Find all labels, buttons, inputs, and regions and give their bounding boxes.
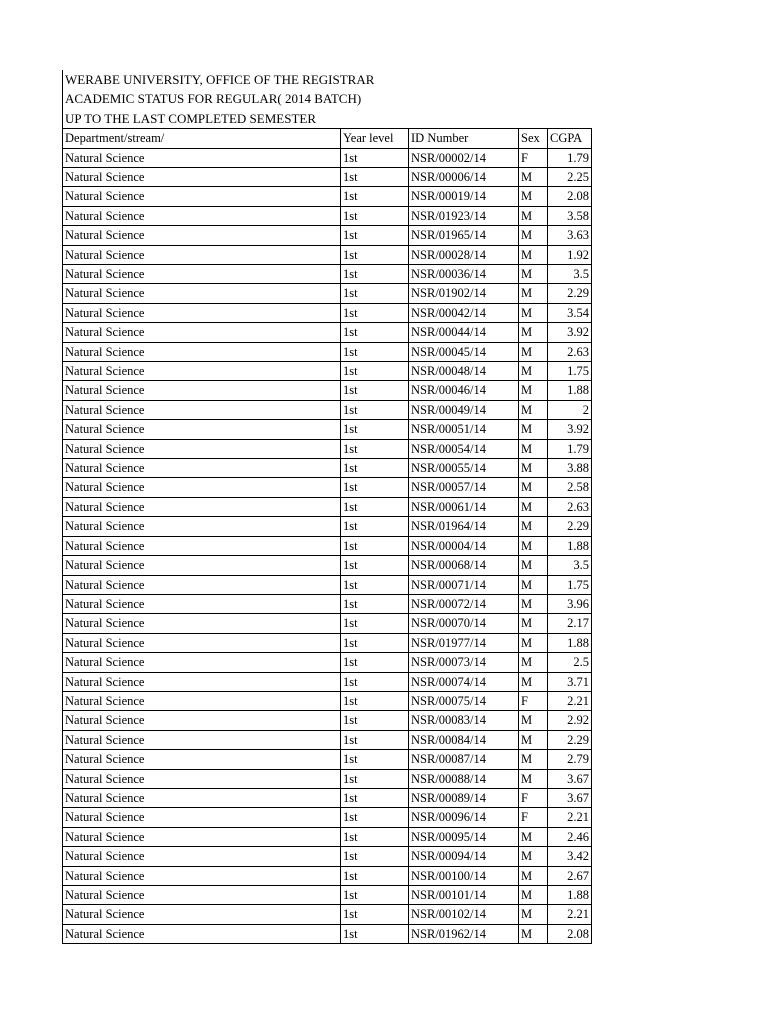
- header-year-level: Year level: [341, 129, 409, 148]
- header-sex: Sex: [519, 129, 548, 148]
- cell-cgpa: 3.92: [548, 323, 592, 342]
- academic-status-table: [62, 128, 592, 944]
- cell-cgpa: 3.5: [548, 556, 592, 575]
- cell-department: Natural Science: [63, 381, 341, 400]
- cell-department: Natural Science: [63, 226, 341, 245]
- cell-department: Natural Science: [63, 672, 341, 691]
- registrar-sheet: [62, 70, 591, 944]
- cell-cgpa: 1.75: [548, 575, 592, 594]
- cell-department: Natural Science: [63, 691, 341, 710]
- cell-department: Natural Science: [63, 362, 341, 381]
- cell-id-number: NSR/00101/14: [409, 886, 519, 905]
- cell-department: Natural Science: [63, 711, 341, 730]
- cell-cgpa: 1.88: [548, 633, 592, 652]
- cell-department: Natural Science: [63, 148, 341, 167]
- cell-sex: M: [519, 556, 548, 575]
- cell-sex: M: [519, 265, 548, 284]
- cell-sex: M: [519, 362, 548, 381]
- cell-year-level: 1st: [341, 750, 409, 769]
- cell-year-level: 1st: [341, 459, 409, 478]
- table-row: [63, 187, 592, 206]
- table-row: [63, 517, 592, 536]
- table-row: [63, 536, 592, 555]
- table-row: [63, 808, 592, 827]
- cell-department: Natural Science: [63, 342, 341, 361]
- cell-cgpa: 2.29: [548, 517, 592, 536]
- cell-id-number: NSR/00049/14: [409, 400, 519, 419]
- table-row: [63, 400, 592, 419]
- table-row: [63, 206, 592, 225]
- cell-department: Natural Science: [63, 439, 341, 458]
- cell-id-number: NSR/00100/14: [409, 866, 519, 885]
- cell-sex: M: [519, 187, 548, 206]
- cell-id-number: NSR/00075/14: [409, 691, 519, 710]
- cell-department: Natural Science: [63, 575, 341, 594]
- cell-sex: M: [519, 905, 548, 924]
- table-row: [63, 303, 592, 322]
- table-row: [63, 226, 592, 245]
- cell-id-number: NSR/00073/14: [409, 653, 519, 672]
- cell-id-number: NSR/00046/14: [409, 381, 519, 400]
- cell-id-number: NSR/00042/14: [409, 303, 519, 322]
- cell-year-level: 1st: [341, 556, 409, 575]
- table-row: [63, 439, 592, 458]
- cell-year-level: 1st: [341, 827, 409, 846]
- cell-department: Natural Science: [63, 886, 341, 905]
- cell-sex: M: [519, 575, 548, 594]
- cell-sex: M: [519, 886, 548, 905]
- table-row: [63, 459, 592, 478]
- cell-cgpa: 2.21: [548, 691, 592, 710]
- cell-id-number: NSR/00028/14: [409, 245, 519, 264]
- cell-department: Natural Science: [63, 653, 341, 672]
- table-row: [63, 167, 592, 186]
- cell-cgpa: 1.75: [548, 362, 592, 381]
- cell-department: Natural Science: [63, 284, 341, 303]
- cell-department: Natural Science: [63, 730, 341, 749]
- table-row: [63, 575, 592, 594]
- cell-cgpa: 2.21: [548, 905, 592, 924]
- cell-id-number: NSR/01977/14: [409, 633, 519, 652]
- cell-department: Natural Science: [63, 497, 341, 516]
- cell-sex: M: [519, 323, 548, 342]
- report-title: ACADEMIC STATUS FOR REGULAR( 2014 BATCH): [62, 89, 591, 108]
- cell-department: Natural Science: [63, 323, 341, 342]
- cell-department: Natural Science: [63, 478, 341, 497]
- cell-year-level: 1st: [341, 924, 409, 943]
- cell-year-level: 1st: [341, 633, 409, 652]
- table-row: [63, 284, 592, 303]
- cell-cgpa: 3.54: [548, 303, 592, 322]
- cell-cgpa: 2.63: [548, 497, 592, 516]
- table-row: [63, 478, 592, 497]
- cell-year-level: 1st: [341, 886, 409, 905]
- cell-department: Natural Science: [63, 303, 341, 322]
- cell-sex: M: [519, 167, 548, 186]
- cell-cgpa: 2.58: [548, 478, 592, 497]
- cell-cgpa: 3.42: [548, 847, 592, 866]
- cell-id-number: NSR/00054/14: [409, 439, 519, 458]
- cell-year-level: 1st: [341, 420, 409, 439]
- table-row: [63, 362, 592, 381]
- cell-cgpa: 2: [548, 400, 592, 419]
- cell-year-level: 1st: [341, 381, 409, 400]
- cell-cgpa: 2.08: [548, 187, 592, 206]
- table-row: [63, 672, 592, 691]
- cell-sex: M: [519, 206, 548, 225]
- cell-year-level: 1st: [341, 866, 409, 885]
- cell-department: Natural Science: [63, 420, 341, 439]
- cell-id-number: NSR/00087/14: [409, 750, 519, 769]
- table-row: [63, 614, 592, 633]
- cell-department: Natural Science: [63, 788, 341, 807]
- cell-department: Natural Science: [63, 459, 341, 478]
- cell-year-level: 1st: [341, 478, 409, 497]
- cell-id-number: NSR/00004/14: [409, 536, 519, 555]
- cell-year-level: 1st: [341, 206, 409, 225]
- cell-id-number: NSR/00044/14: [409, 323, 519, 342]
- cell-year-level: 1st: [341, 439, 409, 458]
- cell-sex: M: [519, 653, 548, 672]
- cell-cgpa: 1.92: [548, 245, 592, 264]
- cell-year-level: 1st: [341, 323, 409, 342]
- cell-year-level: 1st: [341, 400, 409, 419]
- cell-sex: M: [519, 614, 548, 633]
- table-row: [63, 866, 592, 885]
- cell-cgpa: 2.17: [548, 614, 592, 633]
- table-row: [63, 594, 592, 613]
- cell-sex: M: [519, 847, 548, 866]
- cell-cgpa: 2.29: [548, 284, 592, 303]
- cell-sex: M: [519, 517, 548, 536]
- cell-id-number: NSR/00094/14: [409, 847, 519, 866]
- cell-id-number: NSR/00036/14: [409, 265, 519, 284]
- cell-id-number: NSR/00019/14: [409, 187, 519, 206]
- cell-cgpa: 2.46: [548, 827, 592, 846]
- cell-year-level: 1st: [341, 536, 409, 555]
- cell-department: Natural Science: [63, 167, 341, 186]
- cell-year-level: 1st: [341, 594, 409, 613]
- table-row: [63, 750, 592, 769]
- cell-department: Natural Science: [63, 905, 341, 924]
- cell-cgpa: 2.63: [548, 342, 592, 361]
- cell-cgpa: 3.71: [548, 672, 592, 691]
- table-row: [63, 653, 592, 672]
- table-row: [63, 148, 592, 167]
- table-row: [63, 691, 592, 710]
- cell-department: Natural Science: [63, 769, 341, 788]
- cell-year-level: 1st: [341, 303, 409, 322]
- header-cgpa: CGPA: [548, 129, 592, 148]
- cell-department: Natural Science: [63, 614, 341, 633]
- cell-department: Natural Science: [63, 400, 341, 419]
- cell-sex: M: [519, 827, 548, 846]
- cell-id-number: NSR/00089/14: [409, 788, 519, 807]
- university-title: WERABE UNIVERSITY, OFFICE OF THE REGISTRAR: [62, 70, 591, 89]
- cell-cgpa: 2.08: [548, 924, 592, 943]
- cell-department: Natural Science: [63, 750, 341, 769]
- cell-id-number: NSR/00055/14: [409, 459, 519, 478]
- cell-department: Natural Science: [63, 206, 341, 225]
- cell-id-number: NSR/00068/14: [409, 556, 519, 575]
- cell-id-number: NSR/00051/14: [409, 420, 519, 439]
- cell-id-number: NSR/00088/14: [409, 769, 519, 788]
- cell-cgpa: 3.96: [548, 594, 592, 613]
- cell-id-number: NSR/01923/14: [409, 206, 519, 225]
- cell-year-level: 1st: [341, 265, 409, 284]
- cell-id-number: NSR/00095/14: [409, 827, 519, 846]
- cell-cgpa: 3.92: [548, 420, 592, 439]
- cell-id-number: NSR/00083/14: [409, 711, 519, 730]
- cell-sex: M: [519, 400, 548, 419]
- cell-id-number: NSR/01964/14: [409, 517, 519, 536]
- cell-id-number: NSR/00074/14: [409, 672, 519, 691]
- table-row: [63, 905, 592, 924]
- cell-cgpa: 3.67: [548, 769, 592, 788]
- cell-sex: M: [519, 536, 548, 555]
- cell-sex: M: [519, 730, 548, 749]
- cell-sex: M: [519, 478, 548, 497]
- cell-year-level: 1st: [341, 808, 409, 827]
- cell-department: Natural Science: [63, 536, 341, 555]
- table-row: [63, 420, 592, 439]
- cell-cgpa: 1.88: [548, 536, 592, 555]
- cell-year-level: 1st: [341, 769, 409, 788]
- cell-department: Natural Science: [63, 245, 341, 264]
- cell-department: Natural Science: [63, 924, 341, 943]
- cell-cgpa: 3.88: [548, 459, 592, 478]
- cell-cgpa: 1.79: [548, 148, 592, 167]
- table-row: [63, 381, 592, 400]
- cell-id-number: NSR/00072/14: [409, 594, 519, 613]
- cell-sex: M: [519, 284, 548, 303]
- table-row: [63, 245, 592, 264]
- cell-cgpa: 2.21: [548, 808, 592, 827]
- cell-id-number: NSR/01965/14: [409, 226, 519, 245]
- cell-cgpa: 2.5: [548, 653, 592, 672]
- table-row: [63, 711, 592, 730]
- table-row: [63, 633, 592, 652]
- cell-department: Natural Science: [63, 265, 341, 284]
- cell-sex: M: [519, 633, 548, 652]
- cell-department: Natural Science: [63, 808, 341, 827]
- header-department: Department/stream/: [63, 129, 341, 148]
- cell-cgpa: 3.67: [548, 788, 592, 807]
- cell-cgpa: 3.58: [548, 206, 592, 225]
- cell-id-number: NSR/01962/14: [409, 924, 519, 943]
- cell-id-number: NSR/00048/14: [409, 362, 519, 381]
- cell-sex: M: [519, 245, 548, 264]
- cell-id-number: NSR/00071/14: [409, 575, 519, 594]
- table-row: [63, 265, 592, 284]
- cell-id-number: NSR/00061/14: [409, 497, 519, 516]
- cell-id-number: NSR/00002/14: [409, 148, 519, 167]
- cell-sex: F: [519, 788, 548, 807]
- cell-year-level: 1st: [341, 167, 409, 186]
- table-row: [63, 886, 592, 905]
- cell-year-level: 1st: [341, 788, 409, 807]
- cell-sex: M: [519, 497, 548, 516]
- cell-department: Natural Science: [63, 594, 341, 613]
- cell-year-level: 1st: [341, 517, 409, 536]
- cell-cgpa: 1.88: [548, 381, 592, 400]
- header-id-number: ID Number: [409, 129, 519, 148]
- cell-id-number: NSR/00006/14: [409, 167, 519, 186]
- cell-year-level: 1st: [341, 653, 409, 672]
- cell-year-level: 1st: [341, 847, 409, 866]
- cell-sex: M: [519, 226, 548, 245]
- cell-cgpa: 3.63: [548, 226, 592, 245]
- cell-year-level: 1st: [341, 672, 409, 691]
- cell-sex: F: [519, 808, 548, 827]
- cell-id-number: NSR/00102/14: [409, 905, 519, 924]
- cell-sex: M: [519, 711, 548, 730]
- cell-id-number: NSR/00096/14: [409, 808, 519, 827]
- cell-id-number: NSR/00057/14: [409, 478, 519, 497]
- cell-year-level: 1st: [341, 342, 409, 361]
- cell-year-level: 1st: [341, 691, 409, 710]
- cell-sex: M: [519, 381, 548, 400]
- cell-year-level: 1st: [341, 614, 409, 633]
- cell-year-level: 1st: [341, 362, 409, 381]
- cell-sex: M: [519, 866, 548, 885]
- cell-id-number: NSR/01902/14: [409, 284, 519, 303]
- cell-department: Natural Science: [63, 187, 341, 206]
- cell-cgpa: 2.79: [548, 750, 592, 769]
- table-header-row: [63, 129, 592, 148]
- cell-sex: M: [519, 439, 548, 458]
- cell-year-level: 1st: [341, 148, 409, 167]
- cell-sex: F: [519, 691, 548, 710]
- cell-year-level: 1st: [341, 905, 409, 924]
- table-row: [63, 497, 592, 516]
- cell-sex: M: [519, 342, 548, 361]
- cell-department: Natural Science: [63, 556, 341, 575]
- table-row: [63, 556, 592, 575]
- cell-sex: M: [519, 303, 548, 322]
- cell-year-level: 1st: [341, 284, 409, 303]
- table-row: [63, 323, 592, 342]
- cell-sex: M: [519, 672, 548, 691]
- report-subtitle: UP TO THE LAST COMPLETED SEMESTER: [62, 109, 591, 128]
- cell-year-level: 1st: [341, 497, 409, 516]
- cell-cgpa: 1.88: [548, 886, 592, 905]
- cell-cgpa: 2.67: [548, 866, 592, 885]
- table-row: [63, 847, 592, 866]
- cell-sex: M: [519, 769, 548, 788]
- cell-year-level: 1st: [341, 245, 409, 264]
- cell-department: Natural Science: [63, 633, 341, 652]
- cell-id-number: NSR/00045/14: [409, 342, 519, 361]
- cell-year-level: 1st: [341, 226, 409, 245]
- cell-cgpa: 2.25: [548, 167, 592, 186]
- table-row: [63, 730, 592, 749]
- cell-year-level: 1st: [341, 575, 409, 594]
- cell-department: Natural Science: [63, 517, 341, 536]
- cell-year-level: 1st: [341, 711, 409, 730]
- cell-id-number: NSR/00070/14: [409, 614, 519, 633]
- cell-id-number: NSR/00084/14: [409, 730, 519, 749]
- cell-department: Natural Science: [63, 866, 341, 885]
- table-row: [63, 827, 592, 846]
- cell-sex: M: [519, 924, 548, 943]
- table-row: [63, 924, 592, 943]
- cell-department: Natural Science: [63, 827, 341, 846]
- table-row: [63, 769, 592, 788]
- cell-sex: F: [519, 148, 548, 167]
- table-body: [63, 129, 592, 944]
- cell-cgpa: 2.29: [548, 730, 592, 749]
- cell-year-level: 1st: [341, 187, 409, 206]
- cell-cgpa: 3.5: [548, 265, 592, 284]
- cell-sex: M: [519, 594, 548, 613]
- cell-sex: M: [519, 750, 548, 769]
- cell-year-level: 1st: [341, 730, 409, 749]
- table-row: [63, 342, 592, 361]
- cell-sex: M: [519, 459, 548, 478]
- table-row: [63, 788, 592, 807]
- cell-sex: M: [519, 420, 548, 439]
- cell-cgpa: 2.92: [548, 711, 592, 730]
- cell-cgpa: 1.79: [548, 439, 592, 458]
- cell-department: Natural Science: [63, 847, 341, 866]
